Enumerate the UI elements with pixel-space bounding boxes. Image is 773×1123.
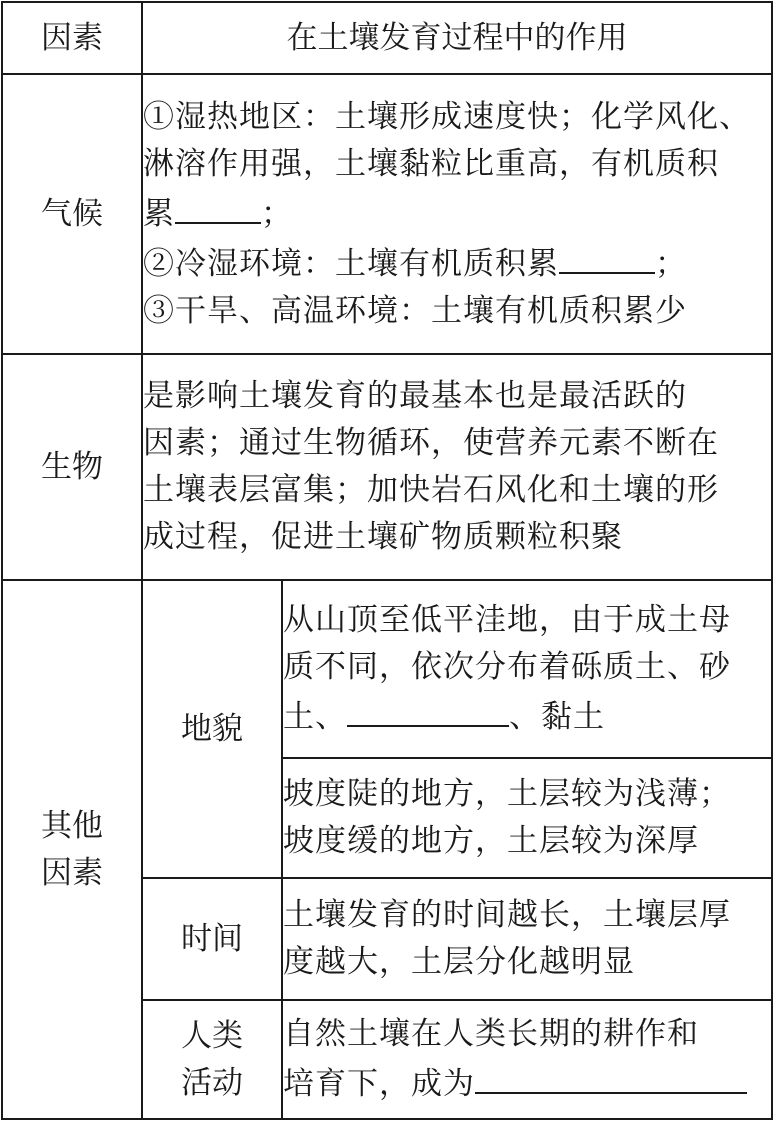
climate-line-2: 淋溶作用强，土壤黏粒比重高，有机质积 [143, 145, 719, 182]
biology-label: 生物 [2, 354, 142, 580]
biology-row [2, 354, 772, 580]
time-text [282, 878, 772, 1000]
landform-label: 地貌 [142, 580, 282, 878]
climate-line-1: ①湿热地区：土壤形成速度快；化学风化、 [143, 98, 751, 135]
header-row [2, 2, 772, 74]
biology-text [142, 354, 772, 580]
climate-line-3-end: ； [261, 195, 293, 232]
answer-blank-2 [559, 238, 655, 274]
answer-blank-1 [175, 188, 261, 224]
landform-line-3-start: 土、 [283, 699, 347, 735]
biology-line-2: 因素；通过生物循环，使营养元素不断在 [143, 425, 719, 461]
header-role: 在土壤发育过程中的作用 [142, 2, 772, 74]
human-label-line-1: 人类 [181, 1017, 243, 1054]
answer-blank-3 [347, 691, 509, 727]
landform-line-2: 质不同，依次分布着砾质土、砂 [283, 649, 731, 685]
slope-line-1: 坡度陡的地方，土层较为浅薄； [283, 776, 731, 812]
climate-line-4 [143, 238, 771, 288]
climate-line-3-start: 累 [143, 195, 175, 232]
time-line-1: 土壤发育的时间越长，土壤层厚 [283, 897, 731, 933]
landform-line-3-end: 、黏土 [509, 699, 605, 735]
human-line-2 [283, 1058, 771, 1108]
climate-label: 气候 [2, 74, 142, 354]
human-label-line-2: 活动 [181, 1064, 243, 1101]
biology-line-3: 土壤表层富集；加快岩石风化和土壤的形 [143, 472, 719, 508]
climate-line-5: ③干旱、高温环境：土壤有机质积累少 [143, 292, 687, 329]
header-factor: 因素 [2, 2, 142, 74]
human-label [142, 1000, 282, 1119]
biology-line-4: 成过程，促进土壤矿物质颗粒积聚 [143, 519, 623, 555]
landform-text-1 [282, 580, 772, 758]
other-label-line-2: 因素 [41, 854, 103, 891]
biology-line-1: 是影响土壤发育的最基本也是最活跃的 [143, 378, 687, 414]
slope-line-2: 坡度缓的地方，土层较为深厚 [283, 823, 699, 859]
human-line-1: 自然土壤在人类长期的耕作和 [283, 1016, 699, 1052]
landform-text-2 [282, 758, 772, 878]
soil-factors-table [1, 1, 773, 1120]
human-line-2-start: 培育下，成为 [283, 1066, 475, 1102]
human-text [282, 1000, 772, 1119]
climate-line-3 [143, 188, 771, 238]
time-label: 时间 [142, 878, 282, 1000]
other-factors-label [2, 580, 142, 1119]
climate-line-4-start: ②冷湿环境：土壤有机质积累 [143, 245, 559, 282]
landform-line-1: 从山顶至低平洼地，由于成土母 [283, 602, 731, 638]
climate-row [2, 74, 772, 354]
climate-line-4-end: ； [655, 245, 687, 282]
landform-row-1 [2, 580, 772, 758]
climate-text [142, 74, 772, 354]
answer-blank-4 [475, 1058, 747, 1094]
landform-line-3 [283, 691, 771, 741]
other-label-line-1: 其他 [41, 807, 103, 844]
time-line-2: 度越大，土层分化越明显 [283, 944, 635, 980]
